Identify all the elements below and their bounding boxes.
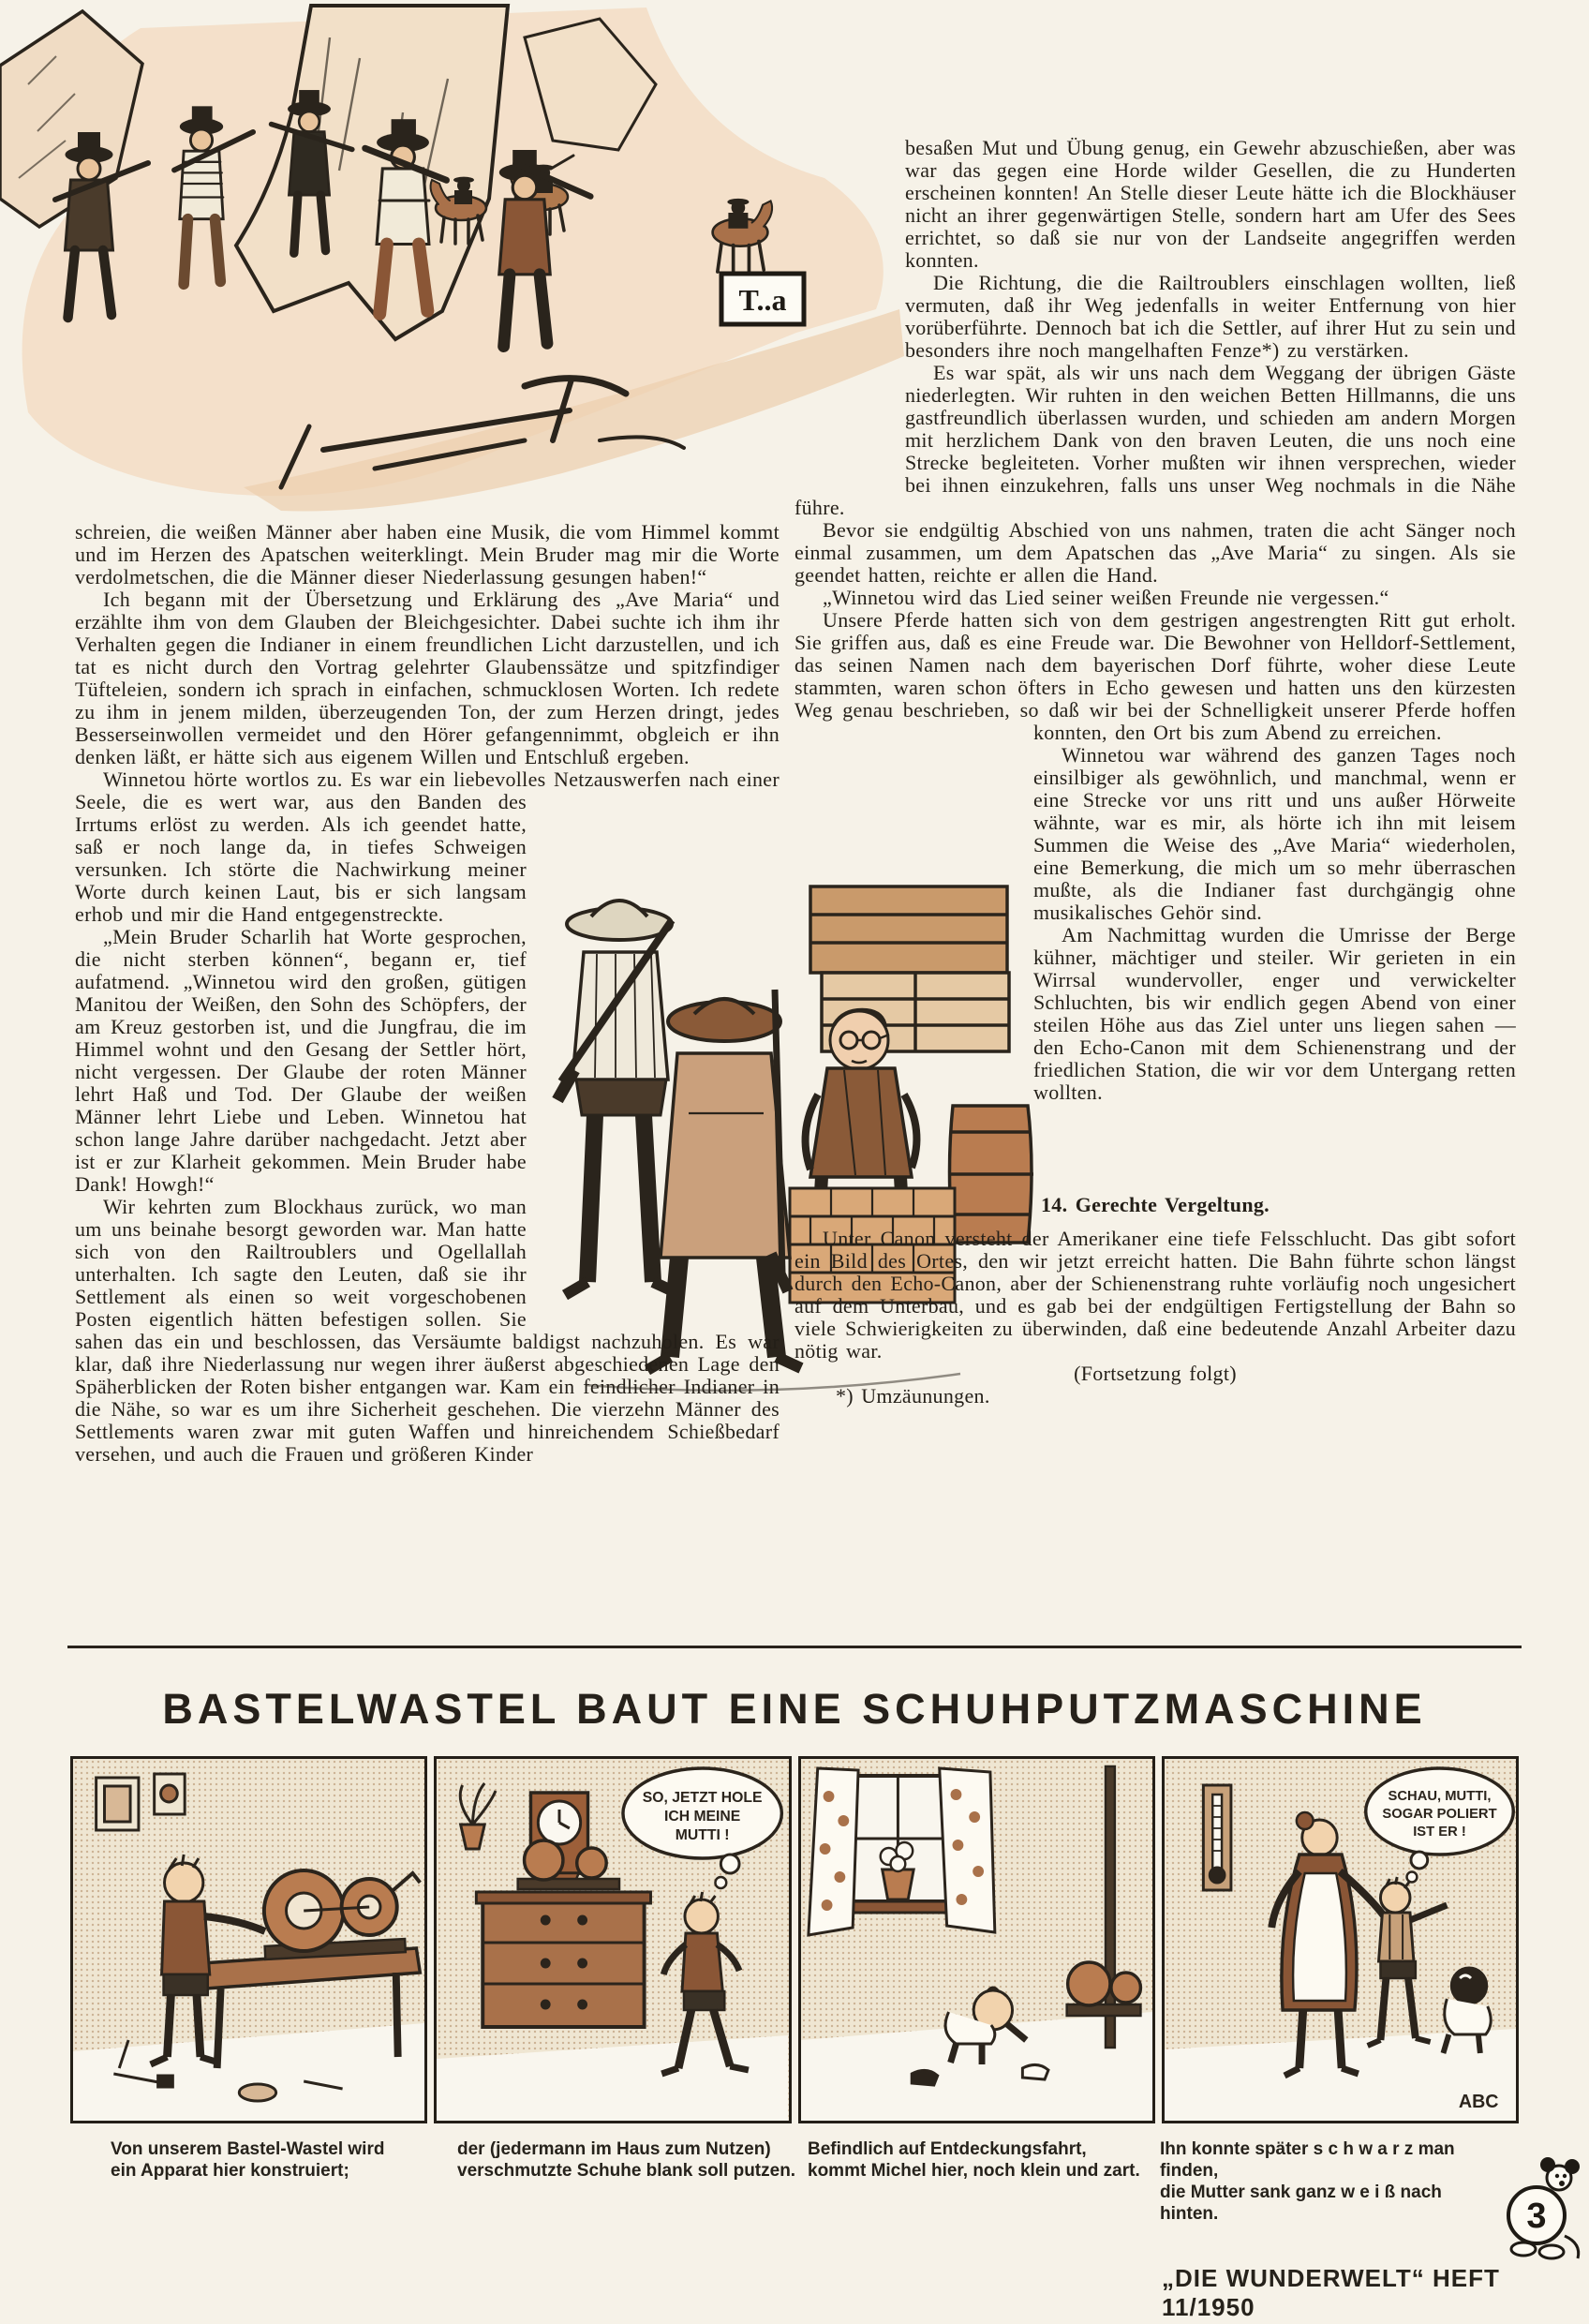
caption-line: Befindlich auf Entdeckungsfahrt, bbox=[808, 2139, 1087, 2159]
comic-panel-4-art bbox=[1165, 1759, 1516, 2121]
caption-line: kommt Michel hier, noch klein und zart. bbox=[808, 2161, 1140, 2181]
paragraph: Wir kehrten zum Blockhaus zurück, wo man um uns beinahe besorgt geworden war. Man hatte sich von den Railtroublers und Ogellallah unterhalten. Ich sagte den Leuten, daß sie ihr Settlement als einen so weit vorgeschobenen Posten eigentlich hätten befestigen sollen. Sie sahen das ein und beschlossen, das Versäumte baldigst nachzuholen. Es war klar, daß ihre Niederlassung nur wegen ihrer äußerst abgeschiedenen Lage den Späherblicken der Roten bisher entgangen war. Kam ein feindlicher Indianer in die Nähe, so war es um ihre Sicherheit geschehen. Die vierzehn Männer des Settlements waren zwar mit guten Waffen und hinreichendem Schießbedarf versehen, und auch die Frauen und größeren Kinder bbox=[75, 1195, 780, 1466]
article-right-column bbox=[794, 137, 1516, 1408]
cartoonist-signature: ABC bbox=[1458, 2091, 1499, 2113]
article-left-column bbox=[75, 521, 780, 1466]
section-divider-rule bbox=[67, 1646, 1522, 1648]
mother bbox=[1271, 1812, 1389, 2076]
comic-panel-4 bbox=[1162, 1756, 1519, 2123]
bubble-line: IST ER ! bbox=[1412, 1824, 1466, 1840]
bubble-line: MUTTI ! bbox=[676, 1826, 730, 1844]
caption-line: verschmutzte Schuhe blank soll putzen. bbox=[457, 2161, 796, 2181]
boy-pointing bbox=[1367, 1877, 1447, 2046]
paragraph bbox=[75, 768, 780, 926]
illustration-wrap-spacer bbox=[794, 722, 1033, 1194]
panel-4-caption bbox=[1160, 2138, 1499, 2225]
paragraph: Es war spät, als wir uns nach dem Weggang der übrigen Gäste niederlegten. Wir ruhten in den weichen Betten Hillmanns, die uns gastfreundlich überlassen wurden, und schieden am andern Morgen mit herzlichem Dank von den braven Leuten, die uns noch eine Strecke begleiteten. Vorher mußten wir ihnen versprechen, wieder bei ihnen einzukehren, falls uns unser Weg nochmals in die Nähe führe. bbox=[794, 361, 1516, 519]
magazine-footer: „DIE WUNDERWELT“ HEFT 11/1950 bbox=[1162, 2264, 1500, 2321]
page-number: 3 bbox=[1526, 2197, 1547, 2236]
continuation-note: (Fortsetzung folgt) bbox=[1074, 1362, 1237, 1385]
signature-box bbox=[721, 274, 804, 324]
footnote: *) Umzäunungen. bbox=[836, 1384, 990, 1408]
comic-title: BASTELWASTEL BAUT EINE SCHUHPUTZMASCHINE bbox=[162, 1685, 1427, 1733]
paragraph-part: Winnetou hörte wortlos zu. Es war ein liebevolles Netzauswerfen nach einer Seele, die es wert war, aus den Banden bbox=[75, 767, 780, 813]
panel-1-caption bbox=[111, 2138, 450, 2182]
caption-line: Ihn konnte später s c h w a r z man finden, bbox=[1160, 2139, 1455, 2181]
comic-panel-1-art bbox=[73, 1759, 424, 2121]
paragraph: Bevor sie endgültig Abschied von uns nahmen, traten die acht Sänger noch einmal zusammen, um dem Apatschen das „Ave Maria“ zu singen. Als sie geendet hatten, reichte er allen die Hand. bbox=[794, 518, 1516, 587]
paragraph bbox=[794, 137, 1516, 272]
bubble-line: SOGAR POLIERT bbox=[1382, 1806, 1497, 1823]
paragraph: „Winnetou wird das Lied seiner weißen Freunde nie vergessen.“ bbox=[823, 586, 1389, 609]
thermometer bbox=[1203, 1785, 1231, 1890]
paragraph: Ich begann mit der Übersetzung und Erklärung des „Ave Maria“ und erzählte ihm von dem Glauben der Bleichgesichter. Dabei suchte ich ihm ihr Verhalten gegen die Indianer in einem freundlichen Licht darzustellen, und ich tat es nicht durch den Vortrag gelehrter Glaubenssätze und spitzfindiger Tüfteleien, sondern ich sprach in einfachen, schmucklosen Worten. Ich redete zu ihm in jenem milden, überzeugenden Ton, der zum Herzen dringt, jedes Besserseinwollen vermeidet und den Hörer gefangennimmt, obgleich er ihn denken läßt, er hätte sich aus eigenem Willen und Entschluß ergeben. bbox=[75, 588, 780, 768]
comic-panel-1 bbox=[70, 1756, 427, 2123]
bubble-line: SO, JETZT HOLE bbox=[643, 1789, 763, 1807]
paragraph-part: zu erreichen. bbox=[1329, 721, 1442, 744]
comic-strip bbox=[70, 1756, 1519, 2123]
illustration-wrap-spacer bbox=[794, 137, 905, 497]
speech-bubble bbox=[1365, 1768, 1513, 1883]
paragraph: „Mein Bruder Scharlih hat Worte gesprochen, die nicht sterben können“, begann er, tief aufatmend. „Winnetou wird den großen, gütigen Manitou der Weißen, den Sohn des Schöpfers, der am Kreuz gestorben ist, und die Jungfrau, die im Himmel wohnt und den Gesang der Settler hört, nicht vergessen. Der Glaube der roten Männer lehrt Haß und Tod. Der Glaube der weißen Männer lehrt Liebe und Leben. Winnetou hat schon lange Jahre darüber nachgedacht. Jetzt aber ist er zur Klarheit gekommen. Mein Bruder habe Dank! Howgh!“ bbox=[75, 925, 527, 1196]
paragraph: Unter Canon versteht der Amerikaner eine tiefe Felsschlucht. Das gibt sofort ein Bild des Ortes, den wir jetzt erreicht hatten. Die Bahn führte schon längst durch den Echo-Canon, aber der Schienenstrang ruhte vorläufig noch ungesichert auf dem Unterbau, und es gab bei der endgültigen Fertigstellung der Bahn so viele Schwierigkeiten zu überwinden, daß eine bedeutende Anzahl Arbeiter dazu nötig war. bbox=[794, 1227, 1516, 1363]
comic-panel-2 bbox=[434, 1756, 791, 2123]
bubble-line: ICH MEINE bbox=[664, 1808, 741, 1825]
paragraph: Am Nachmittag wurden die Umrisse der Berge kühner, mächtiger und steiler. Wir gerieten in ein Wirrsal wundervoller, enger und verwickelter Schluchten, bis wir endlich gegen Abend von einer steilen Höhe aus das Ziel unter uns liegen sahen — den Echo-Canon mit dem Schienenstrang und der friedlichen Station, die wir vor dem Untergang retten wollten. bbox=[1033, 923, 1516, 1104]
caption-line: die Mutter sank ganz w e i ß nach hinten. bbox=[1160, 2182, 1442, 2224]
chapter-heading: 14. Gerechte Vergeltung. bbox=[1041, 1193, 1270, 1216]
comic-panel-2-art bbox=[437, 1759, 788, 2121]
illustrator-signature: T..a bbox=[738, 283, 787, 317]
paragraph-part: des Irrtums erlöst zu werden. Als ich geendet hatte, saß er noch lange da, in tiefes Schweigen versunken. Ich störte die Nachwirkung meiner Worte durch keinen Laut, bis er sich langsam erhob und mir die Hand entgegenstreckte. bbox=[75, 790, 527, 926]
paragraph: Winnetou war während des ganzen Tages noch einsilbiger als gewöhnlich, und manchmal, wenn er eine Strecke vor uns ritt und uns außer Hörweite wähnte, war es mir, als hörte ich ihn mit leisem Summen die Weise des „Ave Maria“ wiederholen, eine Bemerkung, die mich um so mehr überraschen mußte, als die Indianer fast durchgängig ohne musikalisches Gehör sind. bbox=[1033, 743, 1516, 924]
panel-3-caption bbox=[808, 2138, 1147, 2182]
bubble-line: SCHAU, MUTTI, bbox=[1388, 1788, 1492, 1805]
paragraph: schreien, die weißen Männer aber haben eine Musik, die vom Himmel kommt und im Herzen des Apatschen weiterklingt. Mein Bruder mag mir die Worte verdolmetschen, die die Männer dieser Niederlassung gesungen haben!“ bbox=[75, 520, 780, 588]
plant bbox=[460, 1783, 496, 1849]
paragraph bbox=[794, 609, 1516, 744]
caption-line: Von unserem Bastel-Wastel wird bbox=[111, 2139, 385, 2159]
caption-line: der (jedermann im Haus zum Nutzen) bbox=[457, 2139, 771, 2159]
comic-panel-3-art bbox=[801, 1759, 1152, 2121]
panel-2-caption bbox=[457, 2138, 796, 2182]
illustration-wrap-spacer bbox=[527, 791, 780, 1331]
paragraph-part: besaßen Mut und Übung genug, ein Gewehr abzuschießen, aber was war das gegen eine Horde wilder Gesellen, die zu Hunderten erscheinen konnten! An Stelle dieser Leute hätte ich die Blockhäuser nicht an ihrer gegenwärtigen Stelle, sondern hart am Ufer des Sees errichtet, so daß sie nur von der Landseite angegriffen werden konnten. bbox=[905, 136, 1516, 272]
caption-line: ein Apparat hier konstruiert; bbox=[111, 2161, 349, 2181]
paragraph: Die Richtung, die die Railtroublers einschlagen wollten, ließ vermuten, daß ihr Weg jedenfalls in weiter Entfernung von hier vorüberführte. Dennoch bat ich die Settler, auf ihrer Hut zu sein und besonders ihre noch mangelhaften Fenze*) zu verstärken. bbox=[905, 271, 1516, 362]
speech-bubble bbox=[623, 1768, 781, 1888]
page-number-mouse bbox=[1499, 2153, 1585, 2264]
paragraph-part: Unsere Pferde hatten sich von dem gestrigen angestrengten Ritt gut erholt. Sie griffen aus, daß es eine Freude war. Die Bewohner von Helldorf-Settlement, das seinen Namen nach dem bayerischen Dorf führte, woher diese Leute stammten, waren schon öfters in Echo gewesen und hatten uns den kürzesten Weg genau beschrieben, so daß wir bei der Schnelligkeit unserer Pferde hoffen konnten, den Ort bis zum Abend bbox=[794, 608, 1516, 744]
comic-panel-3 bbox=[798, 1756, 1155, 2123]
mouse-mascot-icon bbox=[1499, 2153, 1585, 2264]
machine-on-floor bbox=[1066, 1962, 1140, 2016]
